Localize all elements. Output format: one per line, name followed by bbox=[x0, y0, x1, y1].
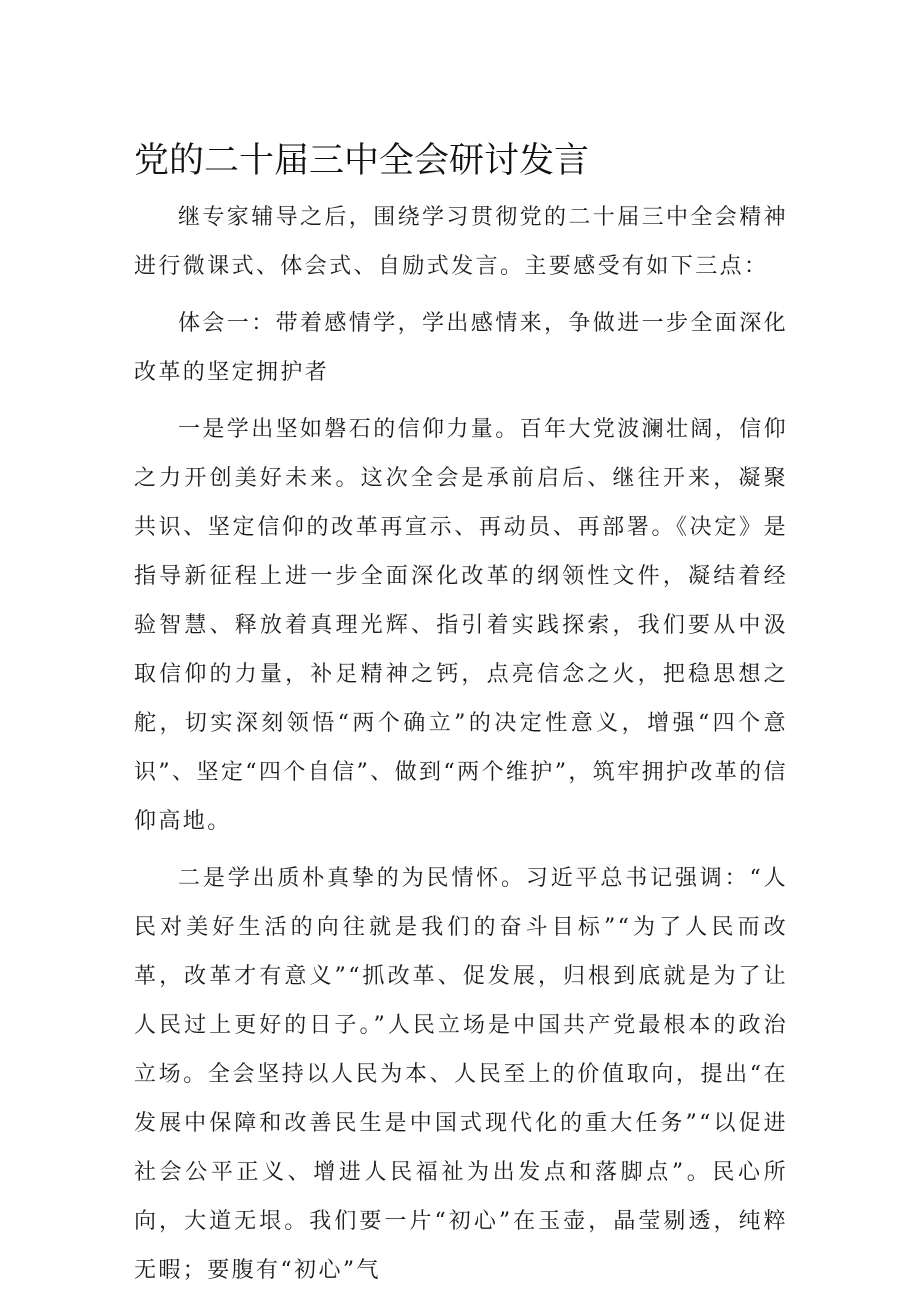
document-body bbox=[134, 193, 788, 1295]
document-title: 党的二十届三中全会研讨发言 bbox=[134, 141, 590, 181]
paragraph-heading-one: 体会一：带着感情学，学出感情来，争做进一步全面深化改革的坚定拥护者 bbox=[134, 311, 789, 385]
paragraph-intro: 继专家辅导之后，围绕学习贯彻党的二十届三中全会精神进行微课式、体会式、自励式发言。主要感受有如下三点： bbox=[134, 205, 789, 279]
paragraph-point-one: 一是学出坚如磐石的信仰力量。百年大党波澜壮阔，信仰之力开创美好未来。这次全会是承前启后、继往开来，凝聚共识、坚定信仰的改革再宣示、再动员、再部署。《决定》是指导新征程上进一步全面深化改革的纲领性文件，凝结着经验智慧、释放着真理光辉、指引着实践探索，我们要从中汲取信仰的力量，补足精神之钙，点亮信念之火，把稳思想之舵，切实深刻领悟“两个确立”的决定性意义，增强“四个意识”、坚定“四个自信”、做到“两个维护”，筑牢拥护改革的信仰高地。 bbox=[134, 417, 789, 834]
paragraph-point-two: 二是学出质朴真挚的为民情怀。习近平总书记强调：“人民对美好生活的向往就是我们的奋斗目标”“为了人民而改革，改革才有意义”“抓改革、促发展，归根到底就是为了让人民过上更好的日子。”人民立场是中国共产党最根本的政治立场。全会坚持以人民为本、人民至上的价值取向，提出“在发展中保障和改善民生是中国式现代化的重大任务”“以促进社会公平正义、增进人民福祉为出发点和落脚点”。民心所向，大道无垠。我们要一片“初心”在玉壶，晶莹剔透，纯粹无暇；要腹有“初心”气 bbox=[134, 866, 788, 1283]
